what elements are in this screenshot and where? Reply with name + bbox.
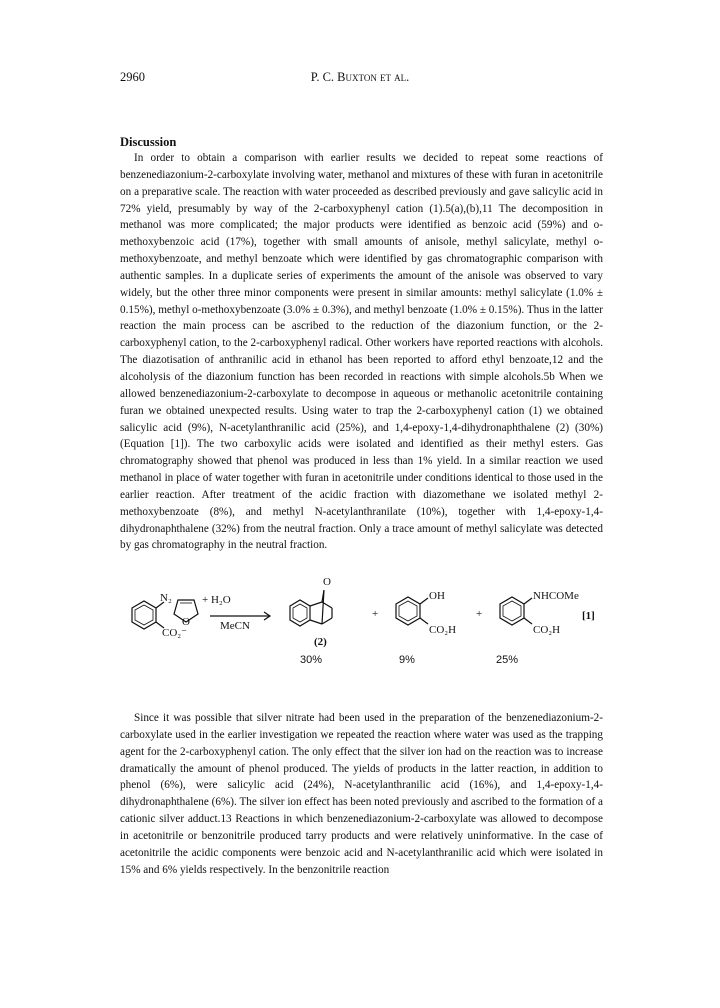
equation-number: [1]	[582, 610, 595, 622]
yield-epoxide: 30%	[300, 654, 323, 666]
furan-oxygen-label: O	[182, 616, 190, 628]
compound-2-label: (2)	[314, 636, 327, 648]
hydroxyl-label: OH	[429, 590, 445, 602]
carboxylate-label: CO₂⁻	[162, 627, 187, 639]
section-title: Discussion	[120, 135, 177, 149]
water-label: + H₂O	[202, 594, 231, 606]
solvent-label: MeCN	[220, 620, 250, 632]
body-paragraph-2: Since it was possible that silver nitrate had been used in the preparation of the benzenediazonium-2-carboxylate used in the earlier investigation we repeated the reaction where water was used as the trapping agent for the 2-carboxyphenyl cation. The only effect that the silver ion had on the reaction was to increase dramatically the amount of phenol produced. The yields of products in the latter reaction, in addition to phenol (6%), were salicylic acid (24%), N-acetylanthranilic acid (16%), and 1,4-epoxy-1,4-dihydronaphthalene (6%). The silver ion effect has been noted previously and ascribed to the formation of a cationic silver adduct.13 Reactions in which benzenediazonium-2-carboxylate was allowed to decompose in acetonitrile or benzonitrile produced tarry products and were relatively uninformative. In the case of acetonitrile the acidic components were benzoic acid and N-acetylanthranilic acid which were isolated in 15% and 6% yields respectively. In the benzonitrile reaction	[120, 712, 603, 876]
yield-salicylic: 9%	[399, 654, 415, 666]
page-number: 2960	[120, 70, 145, 84]
page-header	[120, 70, 600, 86]
yield-acetylanthranilic: 25%	[496, 654, 519, 666]
epoxide-oxygen-label: O	[323, 576, 331, 588]
acetamido-label: NHCOMe	[533, 590, 579, 602]
plus-sign-2: +	[476, 608, 483, 620]
salicylic-carboxyl-label: CO₂H	[429, 624, 457, 636]
plus-sign-1: +	[372, 608, 379, 620]
diazonium-label: N₂	[160, 592, 172, 604]
running-head: P. C. Buxton et al.	[310, 70, 410, 84]
acetyl-carboxyl-label: CO₂H	[533, 624, 561, 636]
reaction-scheme	[120, 572, 603, 672]
reaction-scheme-drawing	[120, 572, 603, 672]
body-paragraph-1: In order to obtain a comparison with earlier results we decided to repeat some reactions of benzenediazonium-2-carboxylate involving water, methanol and mixtures of these with furan in acetonitrile on a preparative scale. The reaction with water proceeded as described previously and gave salicylic acid in 72% yield, presumably by way of the 2-carboxyphenyl cation (1).5(a),(b),11 The decomposition in methanol was more complicated; the major products were identified as benzoic acid (59%) and o-methoxybenzoic acid (17%), together with small amounts of anisole, methyl salicylate, methyl o-methoxybenzoate, and methyl benzoate which were identified by gas chromatographic comparison with authentic samples. In a duplicate series of experiments the amount of the anisole was observed to vary widely, but the other three minor components were present in similar amounts: methyl salicylate (1.0% ± 0.15%), methyl o-methoxybenzoate (3.0% ± 0.3%), and methyl benzoate (1.0% ± 0.15%). Thus in the latter reaction the main process can be ascribed to the reduction of the diazonium function, or the 2-carboxyphenyl cation, to the 2-carboxyphenyl radical. Other workers have reported reactions with alcohols. The diazotisation of anthranilic acid in ethanol has been reported to afford ethyl benzoate,12 and the alcoholysis of the diazonium function has been recorded in reactions with simple alcohols.5b When we allowed benzenediazonium-2-carboxylate to decompose in aqueous or methanolic acetonitrile containing furan we obtained unexpected results. Using water to trap the 2-carboxyphenyl cation (1) we obtained salicylic acid (9%), N-acetylanthranilic acid (25%), and 1,4-epoxy-1,4-dihydronaphthalene (2) (30%) (Equation [1]). The two carboxylic acids were isolated and identified as their methyl esters. Gas chromatography showed that phenol was produced in less than 1% yield. In a similar reaction we used methanol in place of water together with furan in acetonitrile under conditions identical to those used in the earlier reaction. After treatment of the acidic fraction with diazomethane we isolated methyl 2-methoxybenzoate (8%), and methyl N-acetylanthranilate (10%), together with 1,4-epoxy-1,4-dihydronaphthalene (32%) from the neutral fraction. Only a trace amount of methyl salicylate was detected by gas chromatography in the neutral fraction.	[120, 152, 603, 552]
